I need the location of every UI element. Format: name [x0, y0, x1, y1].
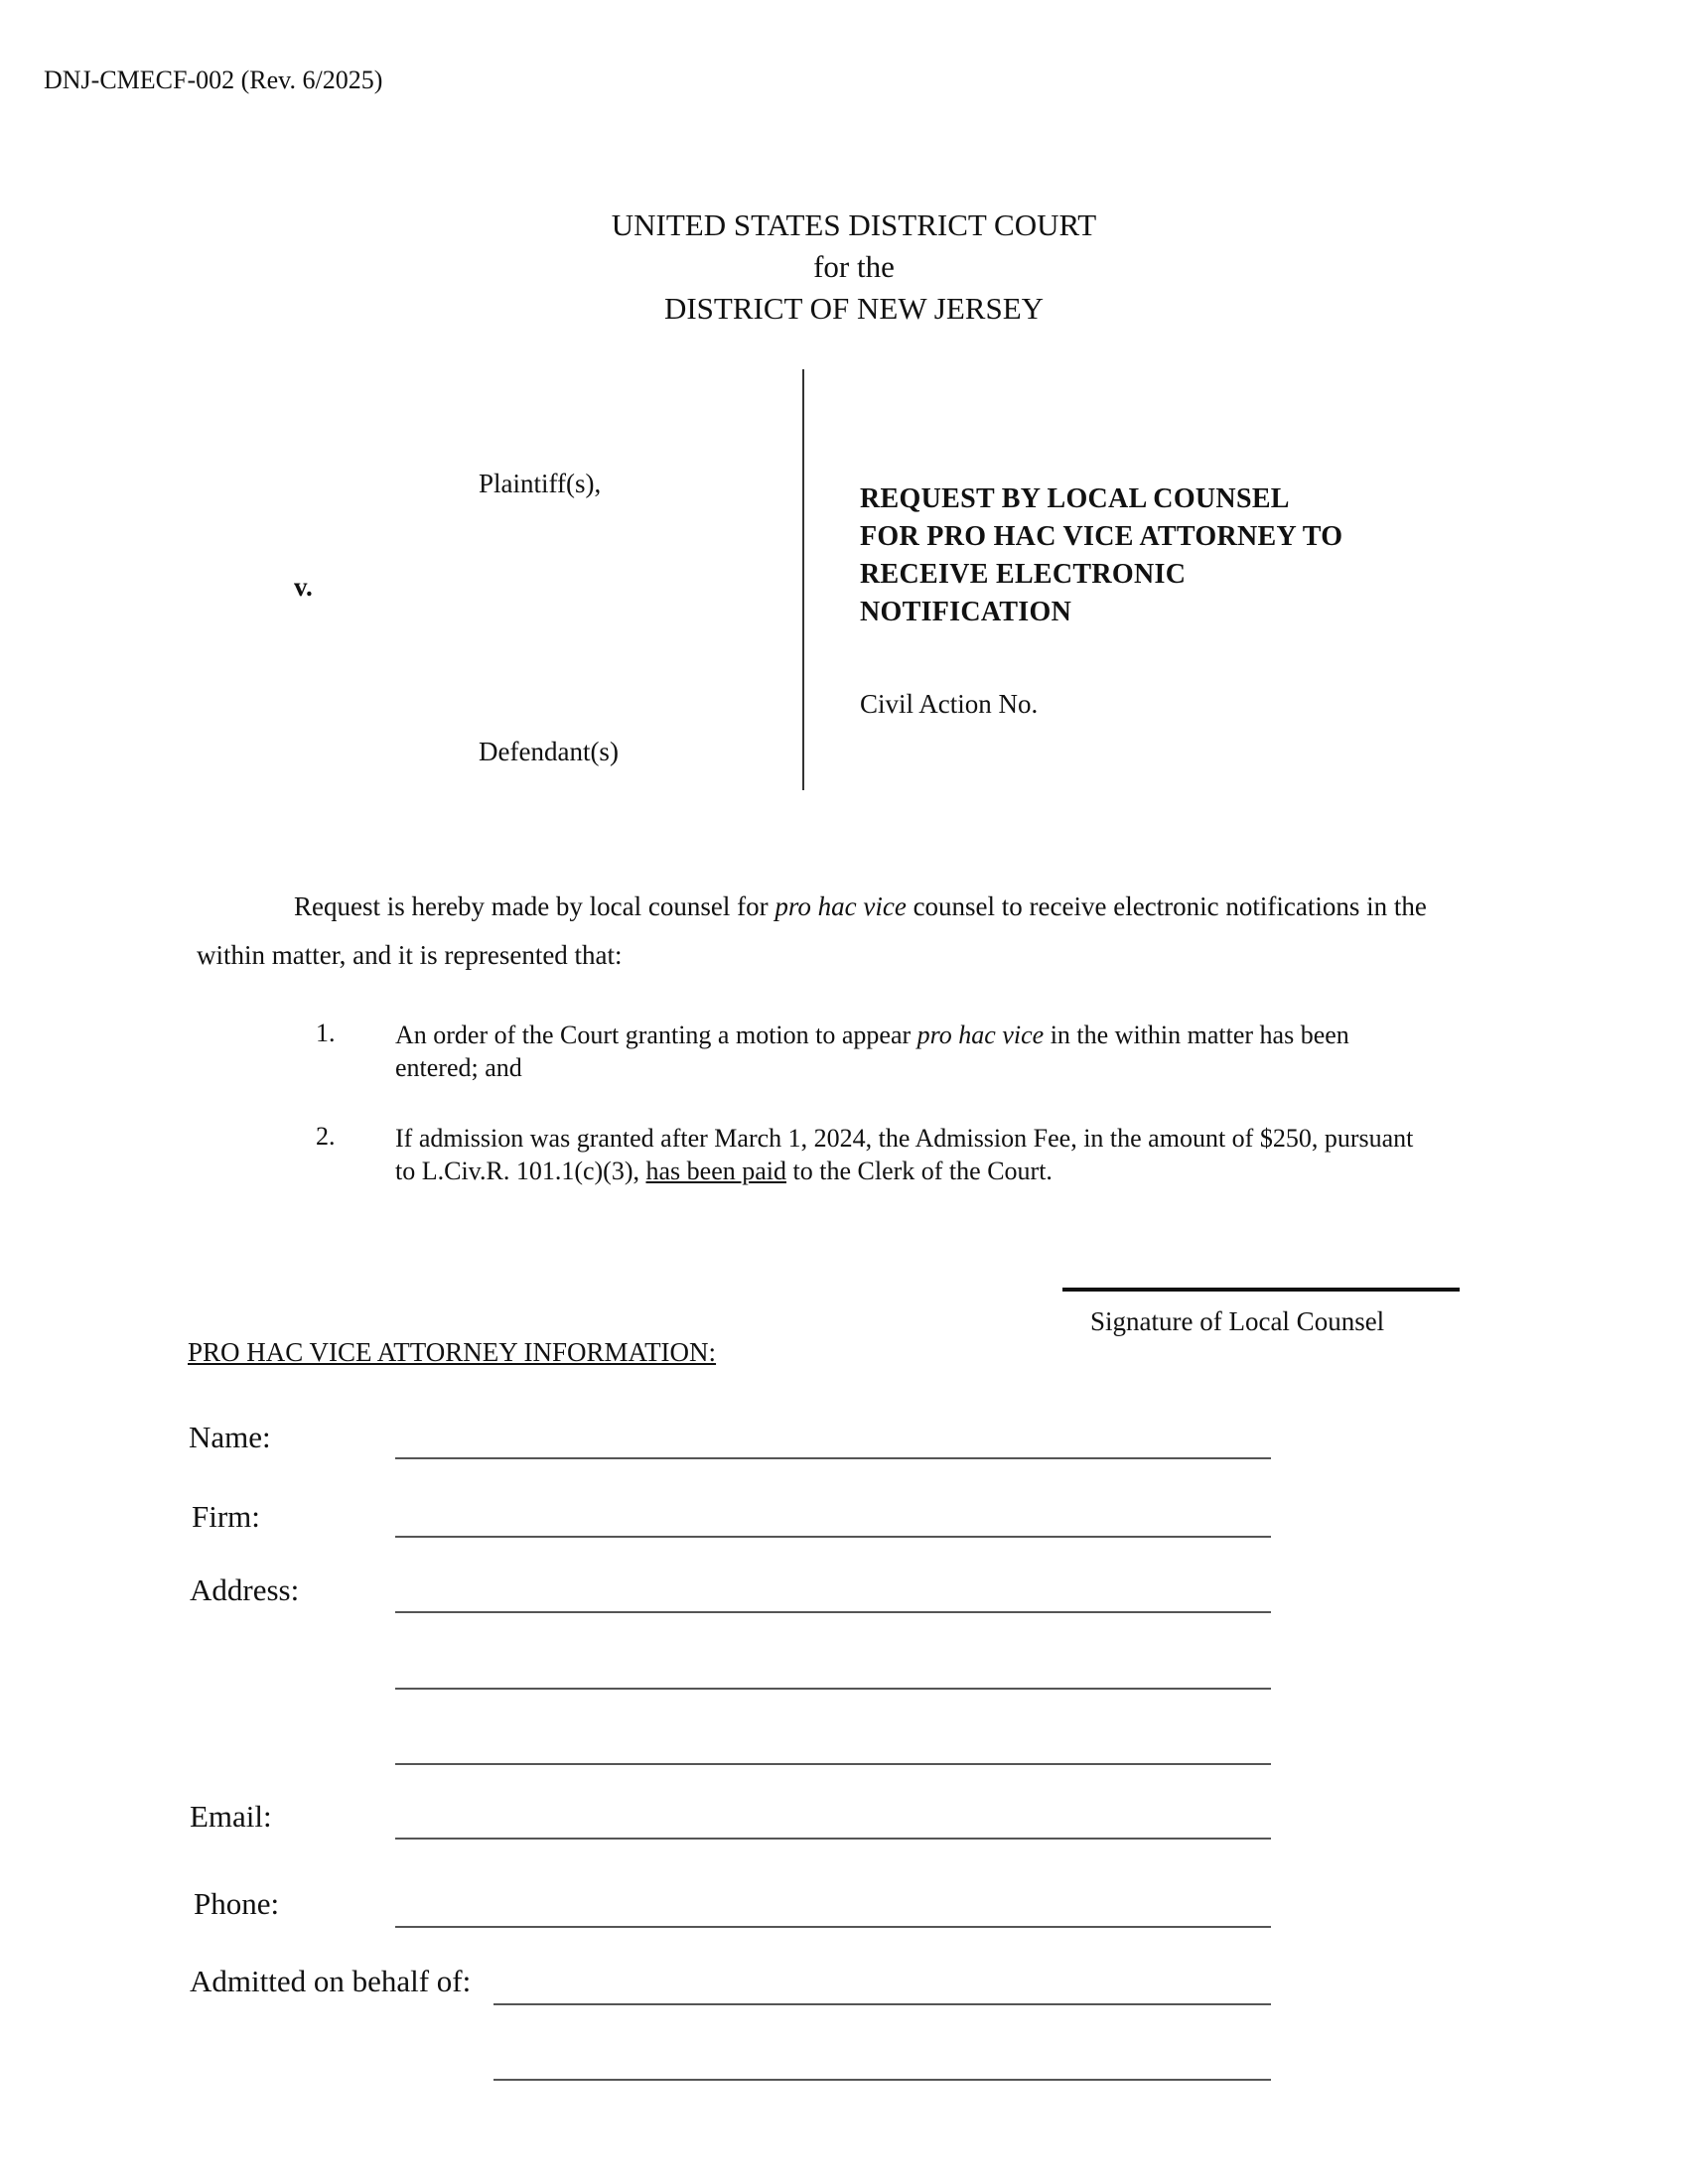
- defendant-label: Defendant(s): [479, 737, 619, 766]
- caption-divider: [802, 369, 804, 790]
- email-field-line[interactable]: [395, 1838, 1271, 1840]
- civil-action-label: Civil Action No.: [860, 689, 1039, 719]
- item-2-underlined: has been paid: [645, 1157, 787, 1185]
- form-id: DNJ-CMECF-002 (Rev. 6/2025): [44, 66, 383, 94]
- court-district: DISTRICT OF NEW JERSEY: [663, 291, 1045, 326]
- address-label: Address:: [190, 1572, 300, 1607]
- item-1-number: 1.: [316, 1019, 336, 1047]
- item-2-number: 2.: [316, 1122, 336, 1151]
- intro-line-1: [294, 891, 1427, 922]
- firm-label: Firm:: [192, 1499, 260, 1534]
- item-2-part: to the Clerk of the Court.: [786, 1157, 1053, 1185]
- admitted-field-line-1[interactable]: [493, 2003, 1271, 2005]
- request-title-line: NOTIFICATION: [860, 597, 1072, 627]
- request-title-line: RECEIVE ELECTRONIC: [860, 559, 1187, 590]
- request-title: [860, 480, 1416, 631]
- intro-italic: pro hac vice: [774, 891, 907, 921]
- admitted-field-line-2[interactable]: [493, 2079, 1271, 2081]
- intro-line-2: within matter, and it is represented that:: [197, 940, 623, 970]
- name-label: Name:: [189, 1420, 271, 1454]
- address-field-line-2[interactable]: [395, 1688, 1271, 1690]
- signature-label: Signature of Local Counsel: [1090, 1306, 1385, 1336]
- phone-label: Phone:: [194, 1886, 280, 1921]
- email-label: Email:: [190, 1799, 272, 1834]
- firm-field-line[interactable]: [395, 1536, 1271, 1538]
- item-1-part: An order of the Court granting a motion to appear: [395, 1021, 917, 1049]
- signature-line: [1062, 1288, 1460, 1292]
- court-for-the: for the: [813, 249, 895, 284]
- versus-label: v.: [294, 572, 313, 602]
- address-field-line-3[interactable]: [395, 1763, 1271, 1765]
- item-2-part: If admission was granted after March 1, 2024, the Admission Fee, in the amount of $250, pursuant to L.Civ.R. 101.1(c)(3),: [395, 1124, 1414, 1185]
- item-1-italic: pro hac vice: [916, 1021, 1045, 1049]
- item-2-text: [395, 1122, 1428, 1187]
- request-title-line: REQUEST BY LOCAL COUNSEL: [860, 483, 1290, 514]
- intro-text: Request is hereby made by local counsel for: [294, 891, 775, 921]
- address-field-line-1[interactable]: [395, 1611, 1271, 1613]
- attorney-info-heading: PRO HAC VICE ATTORNEY INFORMATION:: [188, 1337, 717, 1367]
- court-name: UNITED STATES DISTRICT COURT: [611, 207, 1097, 242]
- request-title-line: FOR PRO HAC VICE ATTORNEY TO: [860, 521, 1343, 552]
- item-1-text: [395, 1019, 1428, 1084]
- admitted-on-behalf-label: Admitted on behalf of:: [190, 1964, 472, 1998]
- plaintiff-label: Plaintiff(s),: [479, 469, 602, 498]
- item-1-part: in the within matter has been entered; and: [395, 1021, 1349, 1082]
- phone-field-line[interactable]: [395, 1926, 1271, 1928]
- intro-text: counsel to receive electronic notifications in the: [906, 891, 1427, 921]
- name-field-line[interactable]: [395, 1457, 1271, 1459]
